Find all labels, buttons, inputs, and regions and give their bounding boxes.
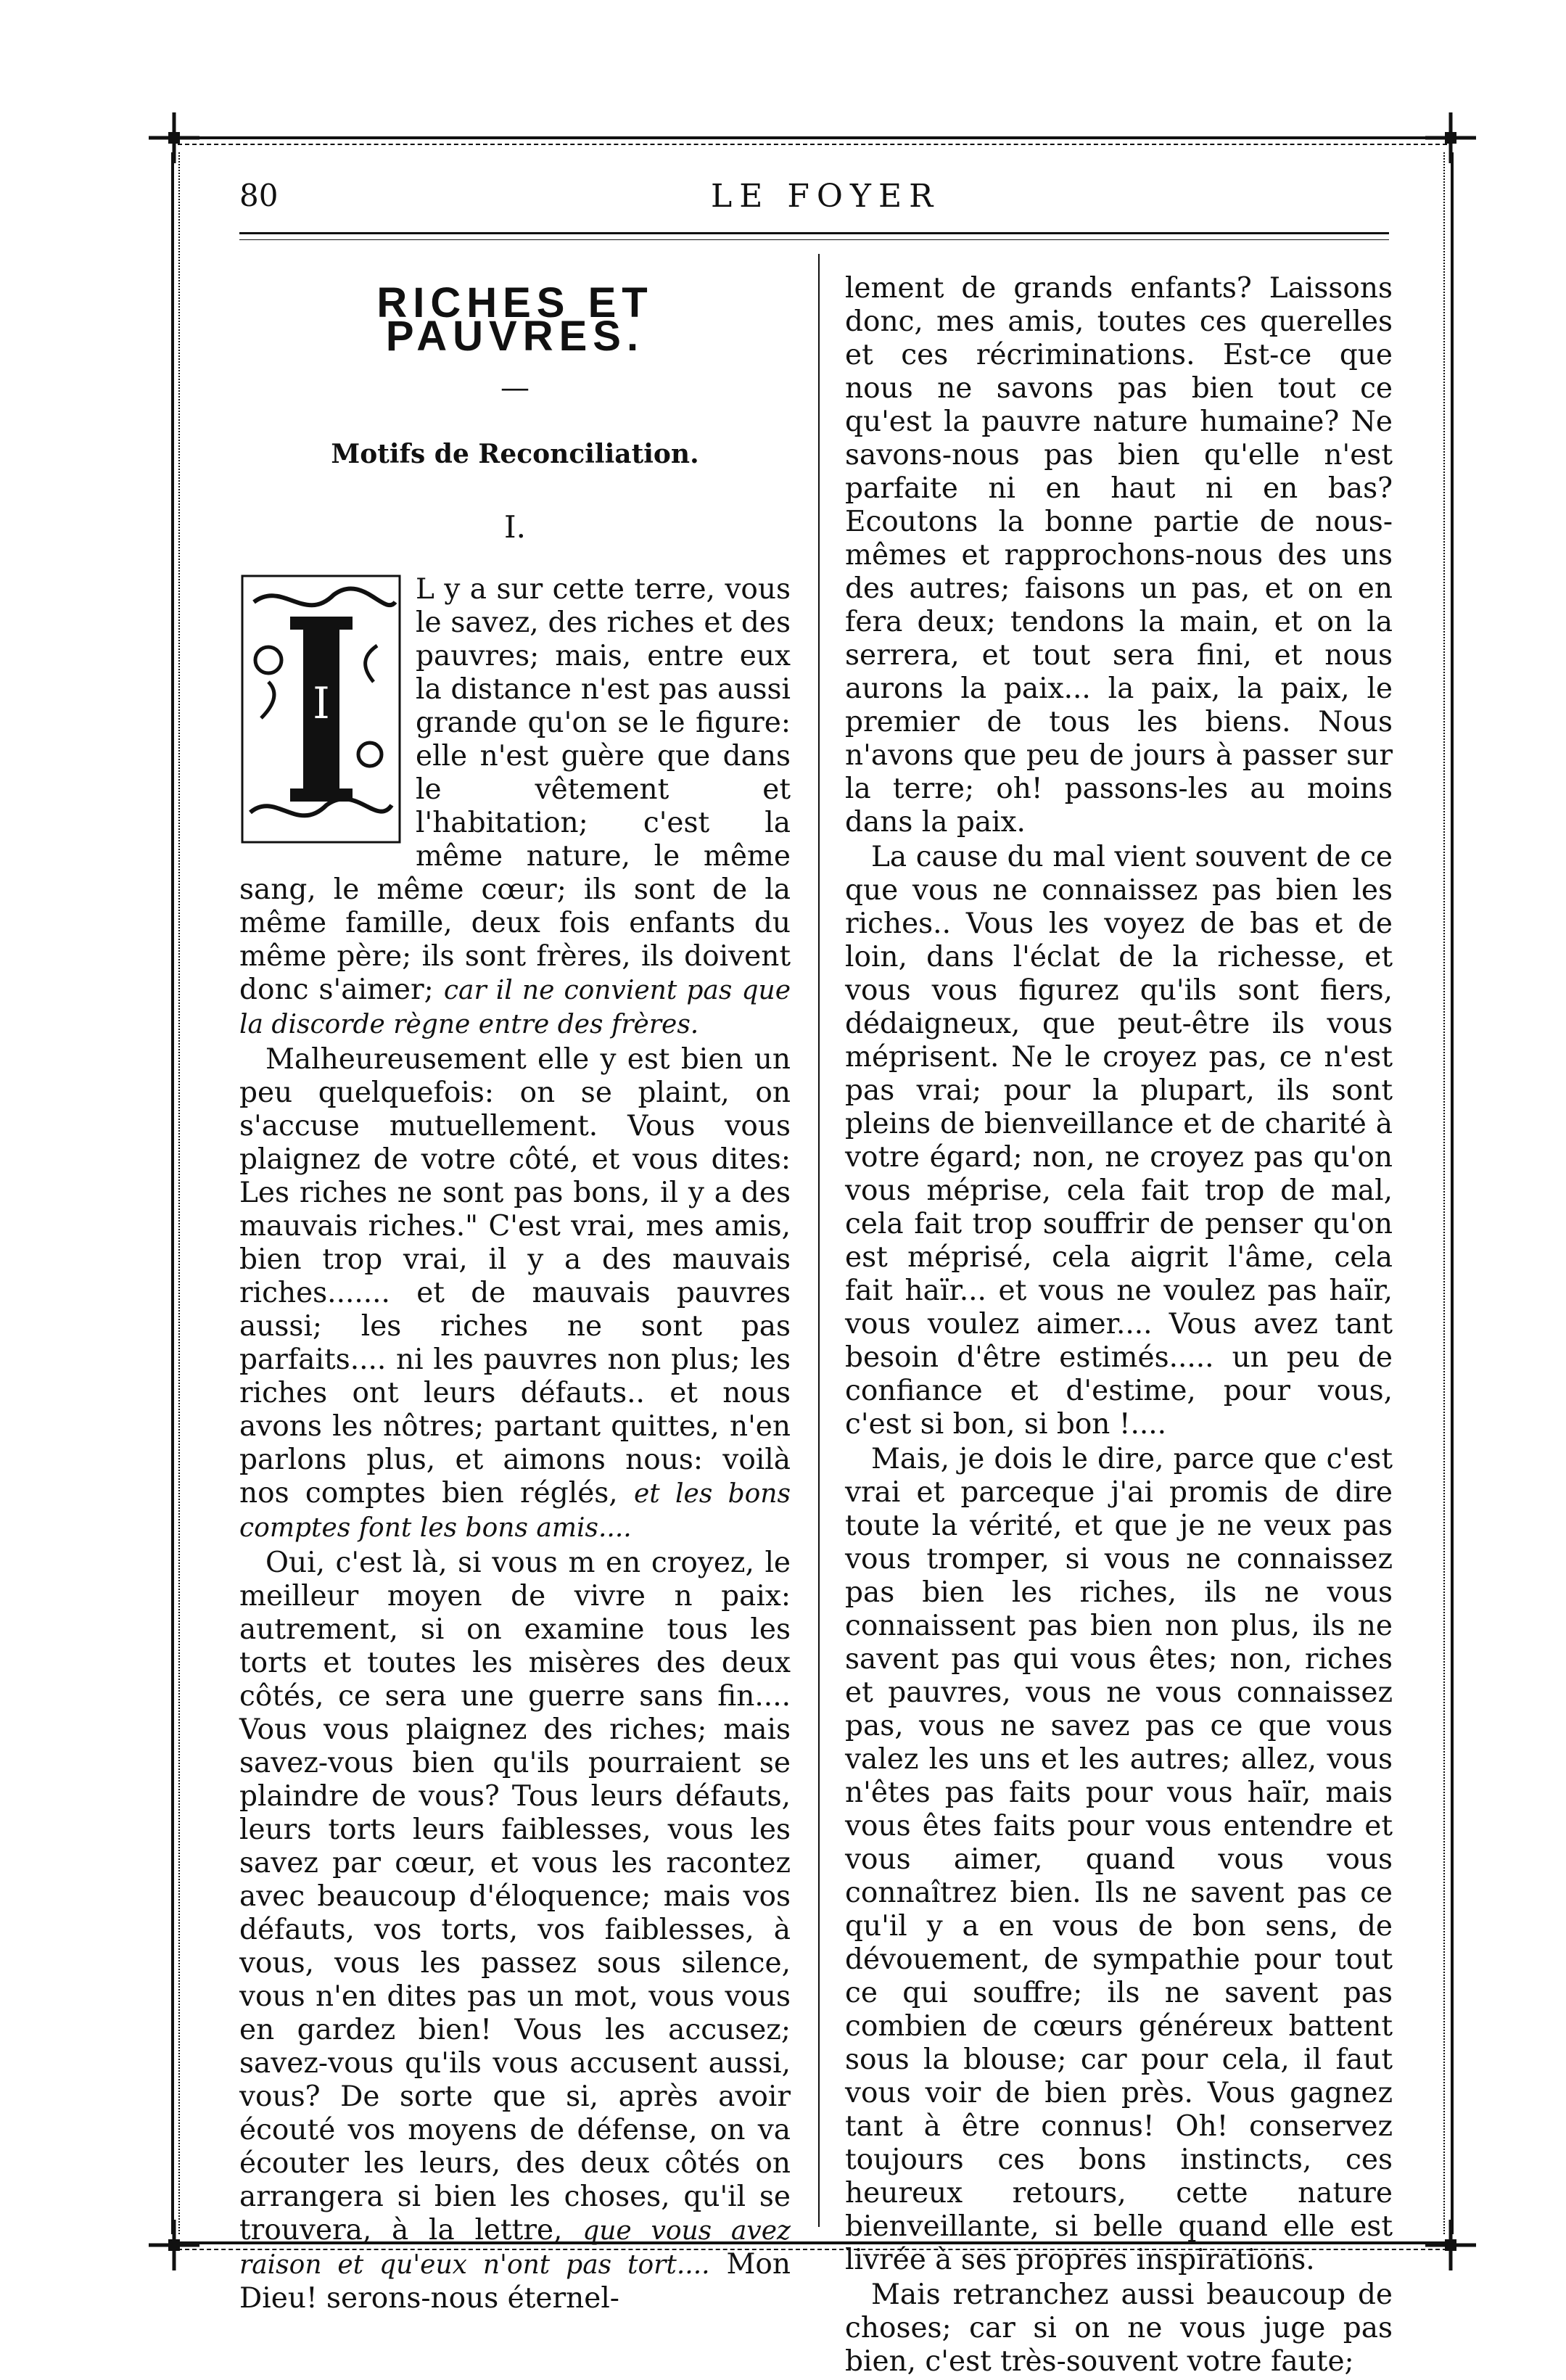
corner-ornament-icon bbox=[149, 112, 199, 163]
paragraph: lement de grands enfants? Laissons donc, mes amis, toutes ces querelles et ces récriminations. Est-ce que nous ne savons pas bien tout ce qu'est la pauvre nature humaine? Ne savons-nous pas bien qu'elle n'est parfaite ni en haut ni en bas? Ecoutons la bonne partie de nous-mêmes et rapprochons-nous des uns des autres; faisons un pas, et on en fera deux; tendons la main, et on la serrera, et tout sera fini, et nous aurons la paix... la paix, la paix, le premier de tous les biens. Nous n'avons que peu de jours à passer sur la terre; oh! passons-les au moins dans la paix. bbox=[845, 272, 1393, 839]
section-number: I. bbox=[504, 509, 526, 545]
dropcap-letter: I bbox=[313, 678, 330, 729]
paragraph: L y a sur cette terre, vous le savez, des riches et des pauvres; mais, entre eux la distance n'est pas aussi grande qu'on se le figure: elle n'est guère que dans le vêtement et l'habitation; c'est la même nature, le même sang, le même cœur; ils sont de la même famille, deux fois enfants du même père; ils sont frères, ils doivent donc s'aimer; car il ne convient pas que la discorde règne entre des frères. bbox=[239, 573, 791, 1039]
frame-right-ornament bbox=[1443, 152, 1445, 2234]
opening-paragraph-block bbox=[239, 573, 791, 1042]
article-subtitle: Motifs de Reconciliation. bbox=[331, 439, 699, 469]
left-column bbox=[239, 261, 791, 2317]
title-dash: — bbox=[500, 371, 529, 405]
paragraph: Malheureusement elle y est bien un peu quelquefois: on se plaint, on s'accuse mutuellement. Vous vous plaignez de votre côté, et vous dites: Les riches ne sont pas bons, il y a des mauvais riches." C'est vrai, mes amis, bien trop vrai, il y a des mauvais riches....... et de mauvais pauvres aussi; les riches ne sont pas parfaits.... ni les pauvres non plus; les riches ont leurs défauts.. et nous avons les nôtres; partant quittes, n'en parlons plus, et aimons nous: voilà nos comptes bien réglés, et les bons comptes font les bons amis.... bbox=[239, 1043, 791, 1543]
corner-ornament-icon bbox=[1425, 2220, 1476, 2270]
column-divider bbox=[818, 254, 820, 2227]
header-rule bbox=[239, 232, 1389, 234]
frame-right-rule bbox=[1451, 152, 1454, 2234]
ornamental-dropcap-icon bbox=[239, 573, 403, 845]
corner-ornament-icon bbox=[1425, 112, 1476, 163]
page-number: 80 bbox=[239, 178, 279, 213]
running-head: LE FOYER bbox=[711, 178, 941, 215]
paragraph: Oui, c'est là, si vous m en croyez, le meilleur moyen de vivre n paix: autrement, si on examine tous les torts et toutes les misères des deux côtés, ce sera une guerre sans fin.... Vous vous plaignez des riches; mais savez-vous bien qu'ils pourraient se plaindre de vous? Tous leurs défauts, leurs torts leurs faiblesses, vous les savez par cœur, et vous les racontez avec beaucoup d'éloquence; mais vos défauts, vos torts, vos faiblesses, à vous, vous les passez sous silence, vous n'en dites pas un mot, vous vous en gardez bien! Vous les accusez; savez-vous qu'ils vous accusent aussi, vous? De sorte que si, après avoir écouté vos moyens de défense, on va écouter les leurs, des deux côtés on arrangera si bien les choses, qu'il se trouvera, à la lettre, que vous avez raison et qu'eux n'ont pas tort.... Mon Dieu! serons-nous éternel- bbox=[239, 1547, 791, 2315]
paragraph: Mais, je dois le dire, parce que c'est vrai et parceque j'ai promis de dire toute la vérité, et que je ne veux pas vous tromper, si vous ne connaissez pas bien les riches, ils ne vous connaissent pas bien non plus, ils ne savent pas qui vous êtes; non, riches et pauvres, vous ne vous connaissez pas, vous ne savez pas ce que vous valez les uns et les autres; allez, vous n'êtes pas faits pour vous haïr, mais vous êtes faits pour vous entendre et vous aimer, quand vous vous connaîtrez bien. Ils ne savent pas ce qu'il y a en vous de bon sens, de dévouement, de sympathie pour tout ce qui souffre; ils ne savent pas combien de cœurs généreux battent sous la blouse; car pour cela, il faut vous voir de bien près. Vous gagnez tant à être connus! Oh! conservez toujours ces bons instincts, ces heureux retours, cette nature bienveillante, si belle quand elle est livrée à ses propres inspirations. bbox=[845, 1443, 1393, 2276]
corner-ornament-icon bbox=[149, 2220, 199, 2270]
frame-top-rule bbox=[178, 136, 1447, 139]
article-title: RICHES ET PAUVRES. bbox=[376, 279, 654, 360]
frame-top-ornament bbox=[178, 144, 1447, 145]
right-column bbox=[845, 272, 1393, 2380]
paragraph: Mais retranchez aussi beaucoup de choses; car si on ne vous juge pas bien, c'est très-souvent votre faute; bbox=[845, 2278, 1393, 2378]
header-rule-thin bbox=[239, 239, 1389, 240]
paragraph: La cause du mal vient souvent de ce que vous ne connaissez pas bien les riches.. Vous les voyez de bas et de loin, dans l'éclat de la richesse, et vous vous figurez qu'ils sont fiers, dédaigneux, que peut-être ils vous méprisent. Ne le croyez pas, ce n'est pas vrai; pour la plupart, ils sont pleins de bienveillance et de charité à votre égard; non, ne croyez pas qu'on vous méprise, cela fait trop de mal, cela fait trop souffrir de penser qu'on est méprisé, cela aigrit l'âme, cela fait haïr... et vous ne voulez pas haïr, vous voulez aimer.... Vous avez tant besoin d'être estimés..... un peu de confiance et d'estime, pour vous, c'est si bon, si bon !.... bbox=[845, 841, 1393, 1441]
frame-left-rule bbox=[171, 152, 174, 2234]
frame-left-ornament bbox=[178, 152, 180, 2234]
